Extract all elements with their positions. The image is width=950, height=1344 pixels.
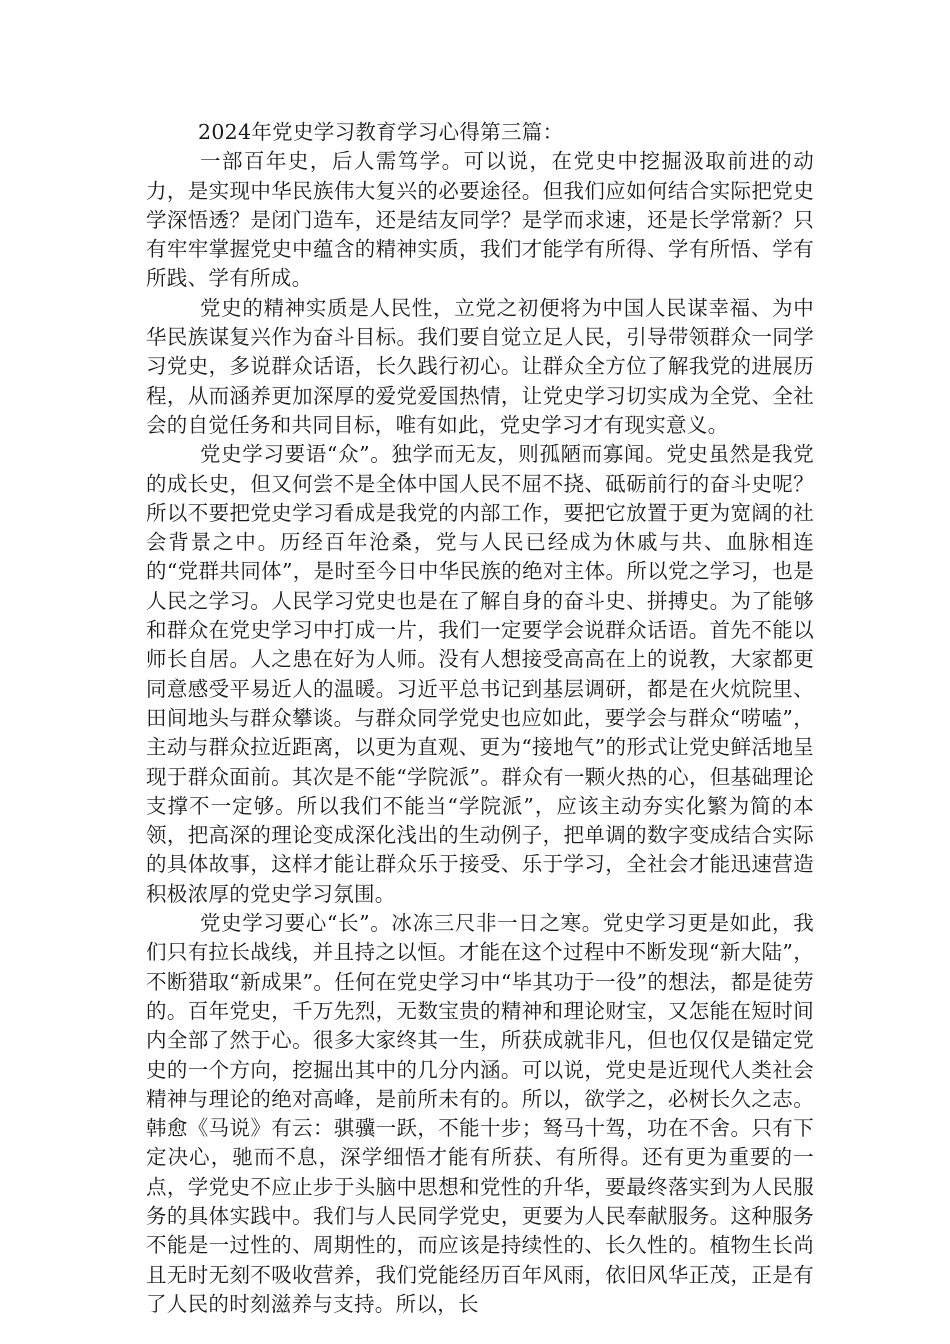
paragraph-1: 一部百年史，后人需笃学。可以说，在党史中挖掘汲取前进的动力，是实现中华民族伟大复兴的必要途径。但我们应如何结合实际把党史学深悟透？是闭门造车，还是结友同学？是学而求速，还是长学常新？只有牢牢掌握党史中蕴含的精神实质，我们才能学有所得、学有所悟、学有所践、学有所成。	[146, 149, 814, 291]
paragraph-3: 党史学习要语“众”。独学而无友，则孤陋而寡闻。党史虽然是我党的成长史，但又何尝不是全体中国人民不屈不挠、砥砺前行的奋斗史呢？所以不要把党史学习看成是我党的内部工作，要把它放置于更为宽阔的社会背景之中。历经百年沧桑，党与人民已经成为休戚与共、血脉相连的“党群共同体”，是时至今日中华民族的绝对主体。所以党之学习，也是人民之学习。人民学习党史也是在了解自身的奋斗史、拼搏史。为了能够和群众在党史学习中打成一片，我们一定要学会说群众话语。首先不能以师长自居。人之患在好为人师。没有人想接受高高在上的说教，大家都更同意感受平易近人的温暖。习近平总书记到基层调研，都是在火炕院里、田间地头与群众攀谈。与群众同学党史也应如此，要学会与群众“唠嗑”，主动与群众拉近距离，以更为直观、更为“接地气”的形式让党史鲜活地呈现于群众面前。其次是不能“学院派”。群众有一颗火热的心，但基础理论支撑不一定够。所以我们不能当“学院派”，应该主动夯实化繁为简的本领，把高深的理论变成深化浅出的生动例子，把单调的数字变成结合实际的具体故事，这样才能让群众乐于接受、乐于学习，全社会才能迅速营造积极浓厚的党史学习氛围。	[146, 442, 814, 906]
paragraph-2: 党史的精神实质是人民性，立党之初便将为中国人民谋幸福、为中华民族谋复兴作为奋斗目标。我们要自觉立足人民，引导带领群众一同学习党史，多说群众话语，长久践行初心。让群众全方位了解我党的进展历程，从而涵养更加深厚的爱党爱国热情，让党史学习切实成为全党、全社会的自觉任务和共同目标，唯有如此，党史学习才有现实意义。	[146, 295, 814, 437]
document-title: 2024年党史学习教育学习心得第三篇：	[198, 120, 564, 144]
document-body	[146, 118, 814, 1319]
paragraph-4: 党史学习要心“长”。冰冻三尺非一日之寒。党史学习更是如此，我们只有拉长战线，并且持之以恒。才能在这个过程中不断发现“新大陆”，不断猎取“新成果”。任何在党史学习中“毕其功于一役”的想法，都是徒劳的。百年党史，千万先烈，无数宝贵的精神和理论财宝，又怎能在短时间内全部了然于心。很多大家终其一生，所获成就非凡，但也仅仅是锚定党史的一个方向，挖掘出其中的几分内涵。可以说，党史是近现代人类社会精神与理论的绝对高峰，是前所未有的。所以，欲学之，必树长久之志。韩愈《马说》有云：骐骥一跃，不能十步；驽马十驾，功在不舍。只有下定决心，驰而不息，深学细悟才能有所获、有所得。还有更为重要的一点，学党史不应止步于头脑中思想和党性的升华，要最终落实到为人民服务的具体实践中。我们与人民同学党史，更要为人民奉献服务。这种服务不能是一过性的、周期性的，而应该是持续性的、长久性的。植物生长尚且无时无刻不吸收营养，我们党能经历百年风雨，依旧风华正茂，正是有了人民的时刻滋养与支持。所以，长	[146, 911, 814, 1316]
